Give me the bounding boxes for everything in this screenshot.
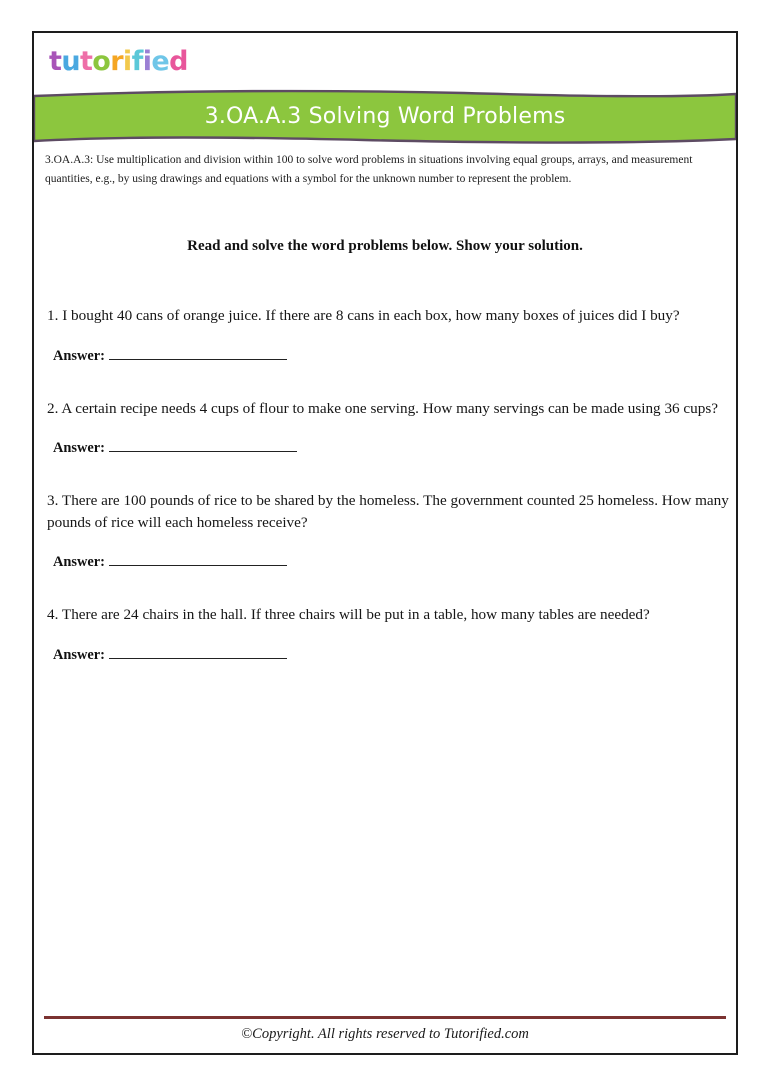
title-banner: [34, 89, 736, 145]
question-text-4: 4. There are 24 chairs in the hall. If three chairs will be put in a table, how many tables are needed?: [47, 606, 650, 624]
question-text-2: 2. A certain recipe needs 4 cups of flour to make one serving. How many servings can be made using 36 cups?: [47, 399, 719, 417]
question-text-3: 3. There are 100 pounds of rice to be shared by the homeless. The government counted 25 homeless. How many pounds of rice will each homeless receive?: [47, 492, 729, 531]
question-block-4: [47, 604, 729, 664]
footer: [44, 1016, 726, 1043]
logo-letter-4: r: [110, 46, 123, 77]
logo-letter-3: o: [92, 46, 111, 77]
question-block-2: [47, 398, 729, 458]
logo-letter-9: d: [169, 46, 188, 77]
answer-row-1: [47, 347, 729, 365]
answer-blank-1[interactable]: [109, 347, 287, 360]
standard-description: 3.OA.A.3: Use multiplication and division within 100 to solve word problems in situations involving equal groups, arrays, and measurement quantities, e.g., by using drawings and equations with a symbol for the unknown number to represent the problem.: [45, 154, 693, 185]
answer-label-3: Answer:: [53, 554, 105, 571]
answer-blank-2[interactable]: [109, 439, 297, 452]
logo-letter-2: t: [79, 46, 93, 77]
logo-letter-7: i: [142, 46, 152, 77]
logo-letter-6: f: [131, 46, 143, 77]
logo-letter-1: u: [61, 46, 80, 77]
question-text-1: 1. I bought 40 cans of orange juice. If there are 8 cans in each box, how many boxes of juices did I buy?: [47, 307, 680, 324]
answer-row-3: [47, 553, 729, 571]
footer-divider: [44, 1016, 726, 1019]
answer-blank-4[interactable]: [109, 646, 287, 659]
logo-letter-0: t: [49, 46, 62, 77]
answer-label-4: Answer:: [53, 646, 105, 663]
answer-label-1: Answer:: [53, 347, 105, 364]
instruction-text: Read and solve the word problems below. Show your solution.: [187, 238, 583, 254]
logo-band: [34, 33, 736, 90]
tutorified-logo: [49, 48, 188, 75]
logo-letter-8: e: [151, 46, 170, 77]
question-block-1: [47, 305, 729, 365]
answer-label-2: Answer:: [53, 440, 105, 457]
logo-letter-5: i: [122, 46, 132, 77]
worksheet-sheet: [32, 31, 738, 1055]
question-block-3: [47, 490, 729, 571]
questions-list: [47, 305, 729, 697]
copyright-text: ©Copyright. All rights reserved to Tutorified.com: [241, 1026, 529, 1042]
answer-row-2: [47, 439, 729, 457]
banner-title: 3.OA.A.3 Solving Word Problems: [204, 104, 566, 129]
answer-blank-3[interactable]: [109, 553, 287, 566]
answer-row-4: [47, 646, 729, 664]
